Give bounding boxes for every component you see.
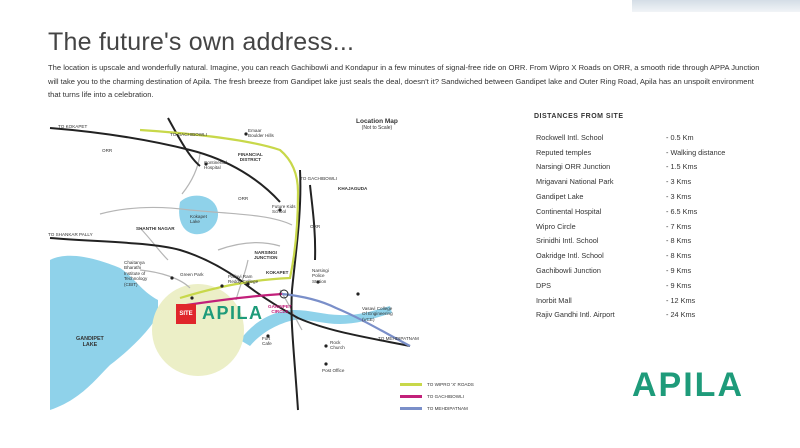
map-label-kokapet: KOKAPET [266,270,289,275]
distance-place: Mrigavani National Park [536,177,614,187]
distance-row [536,174,725,189]
distance-value: - Walking distance [666,147,726,157]
distance-place: Narsingi ORR Junction [536,162,611,172]
map-label-gandipet-circle: GANDIPET CIRCLE [268,304,292,315]
distance-place: Rajiv Gandhi Intl. Airport [536,310,615,320]
distance-row [536,204,725,219]
distance-place: Continental Hospital [536,206,602,216]
map-label-post-office: Post Office [322,368,345,373]
distance-row [536,234,725,249]
distance-row [536,248,725,263]
legend-label: TO GACHIBOWLI [427,393,464,399]
map-legend [400,378,474,414]
legend-item [400,378,474,390]
distance-row [536,278,725,293]
distance-place: DPS [536,280,552,290]
map-label-gachibowli-right: TO GACHIBOWLI [300,176,337,181]
distance-place: Gachibowli Junction [536,266,601,276]
distance-value: - 1.5 Kms [666,162,698,172]
map-label-to-shankar-pally: TO SHANKAR PALLY [48,232,93,237]
map-label-narsingi-junction: NARSINGI JUNCTION [254,250,278,261]
site-marker: SITE [176,304,196,324]
legend-swatch [400,395,422,398]
road-to-kokapet [50,128,280,202]
map-label-fort-cafe: Fort Cafe [262,336,272,347]
apila-logo: APILA [632,366,744,404]
top-band-accent [632,0,800,12]
map-label-future-kids: Future Kids School [272,204,296,215]
distance-place: Srinidhi Intl. School [536,236,599,246]
distance-row [536,293,725,308]
map-label-narsingi-police: Narsingi Police Station [312,268,329,284]
legend-label: TO MEHDIPATNAM [427,405,468,411]
map-subtitle-text: (Not to Scale) [361,125,393,131]
map-label-cbit: Chaitanya Bharathi Institute of Technology (CBIT) [124,260,148,287]
distance-value: - 3 Kms [666,192,692,202]
distance-value: - 0.5 Km [666,132,694,142]
map-label-to-mehdipatnam-right: TO MEHDIPATNAM [378,336,419,341]
distance-value: - 12 Kms [666,295,696,305]
distance-place: Inorbit Mall [536,295,572,305]
distance-value: - 9 Kms [666,266,692,276]
distance-row [536,160,725,175]
distance-value: - 8 Kms [666,251,692,261]
map-title [356,118,398,131]
distance-row [536,308,725,323]
map-label-green-park: Green Park [180,272,204,277]
distance-value: - 3 Kms [666,177,692,187]
distance-value: - 24 Kms [666,310,696,320]
map-title-text: Location Map [356,118,398,125]
site-radius-circle [152,284,244,376]
map-label-orr-mid: ORR [238,196,249,201]
distance-row [536,263,725,278]
distance-row [536,189,725,204]
distance-place: Rockwell Intl. School [536,132,604,142]
map-label-pallavi-college: Pallavi Ram Reddy College [228,274,259,285]
distance-row [536,145,725,160]
map-label-vasavi-college: Vasavi College Of Engineering (VCE) [362,306,393,322]
map-label-kokapet-lake: Kokapet Lake [190,214,207,225]
road-to-gachibowli-right [310,185,315,260]
map-label-to-kokapet: TO KOKAPET [58,124,88,129]
location-map [40,110,460,420]
map-label-gachibowli-north: TO GACHIBOWLI [170,132,207,137]
distance-value: - 6.5 Kms [666,206,698,216]
map-label-shanthi-nagar: SHANTHI NAGAR [136,226,175,231]
legend-label: TO WIPRO 'X' ROADS [427,381,474,387]
legend-swatch [400,383,422,386]
distance-place: Gandipet Lake [536,192,584,202]
legend-swatch [400,407,422,410]
distance-row [536,130,725,145]
distance-row [536,219,725,234]
map-label-boulder-hills: Emaar Boulder Hills [248,128,274,139]
map-label-gandipet-lake: GANDIPET LAKE [76,336,104,349]
distance-place: Wipro Circle [536,221,576,231]
map-label-continental: Continental Hospital [204,160,228,171]
page-headline: The future's own address... [48,28,355,56]
distance-value: - 9 Kms [666,280,692,290]
distances-heading: DISTANCES FROM SITE [534,113,624,120]
map-label-orr-side: ORR [310,224,321,229]
map-label-khajaguda: KHAJAGUDA [338,186,368,191]
map-label-rock-church: Rock Church [330,340,345,351]
legend-item [400,402,474,414]
distance-place: Oakridge Intl. School [536,251,604,261]
legend-item [400,390,474,402]
map-label-financial-district: FINANCIAL DISTRICT [238,152,263,163]
road-to-gachibowli-north [168,118,200,166]
map-label-orr-top: ORR [102,148,113,153]
distance-value: - 8 Kms [666,236,692,246]
map-project-name: APILA [202,303,264,323]
distance-place: Reputed temples [536,147,592,157]
intro-paragraph: The location is upscale and wonderfully natural. Imagine, you can reach Gachibowli and Kondapur in a few minutes of signal-free ride on ORR. From Wipro X Roads on ORR, a smooth ride through APPA Junction will take you to the charming destination of Apila. The fresh breeze from Gandipet lake just seals the deal, doesn't it? Sandwiched between Gandipet lake and Outer Ring Road, Apila has an unspoilt environment that turns life into a celebration. [48,63,760,99]
distance-value: - 7 Kms [666,221,692,231]
distances-table [536,130,725,322]
